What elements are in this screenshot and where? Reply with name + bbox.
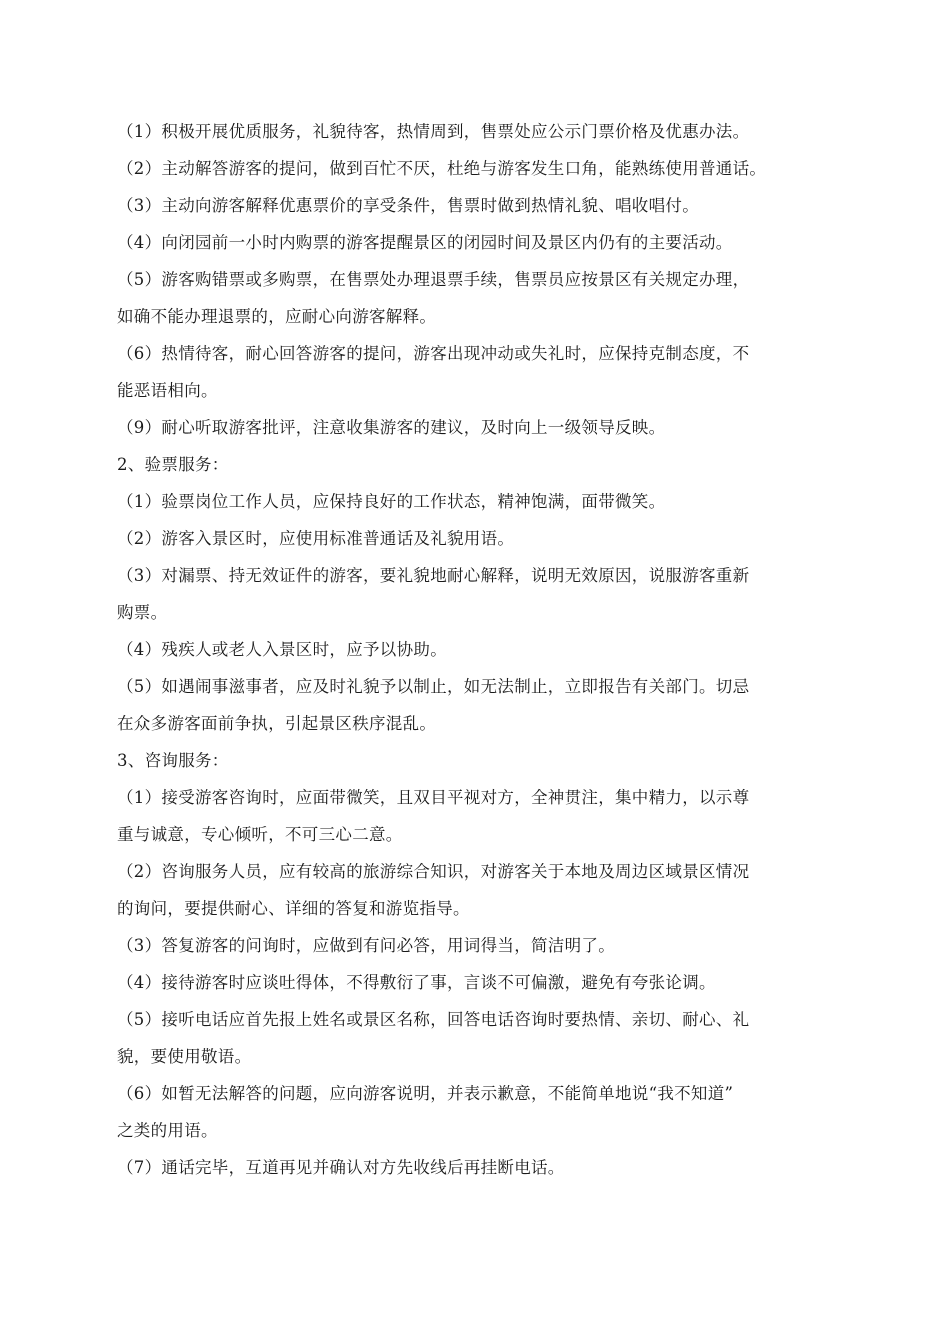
text-line: （5）接听电话应首先报上姓名或景区名称，回答电话咨询时要热情、亲切、耐心、礼	[117, 1010, 750, 1029]
text-line: （6）热情待客，耐心回答游客的提问，游客出现冲动或失礼时，应保持克制态度，不	[117, 344, 750, 363]
text-line: （3）对漏票、持无效证件的游客，要礼貌地耐心解释，说明无效原因，说服游客重新	[117, 566, 750, 585]
text-line: 之类的用语。	[117, 1121, 218, 1140]
text-line: （1）接受游客咨询时，应面带微笑，且双目平视对方，全神贯注，集中精力，以示尊	[117, 788, 750, 807]
text-line: 貌，要使用敬语。	[117, 1047, 252, 1066]
text-line: （7）通话完毕，互道再见并确认对方先收线后再挂断电话。	[117, 1158, 565, 1177]
section-heading: 2、验票服务：	[117, 455, 229, 474]
text-line: 的询问，要提供耐心、详细的答复和游览指导。	[117, 899, 470, 918]
text-line: （5）游客购错票或多购票，在售票处办理退票手续，售票员应按景区有关规定办理，	[117, 270, 750, 289]
text-line: （6）如暂无法解答的问题，应向游客说明，并表示歉意，不能简单地说“我不知道”	[117, 1084, 734, 1103]
text-line: （4）残疾人或老人入景区时，应予以协助。	[117, 640, 447, 659]
text-line: （9）耐心听取游客批评，注意收集游客的建议，及时向上一级领导反映。	[117, 418, 666, 437]
text-line: （2）咨询服务人员，应有较高的旅游综合知识，对游客关于本地及周边区域景区情况	[117, 862, 750, 881]
text-line: （1）积极开展优质服务，礼貌待客，热情周到，售票处应公示门票价格及优惠办法。	[117, 122, 750, 141]
text-line: （4）向闭园前一小时内购票的游客提醒景区的闭园时间及景区内仍有的主要活动。	[117, 233, 733, 252]
text-line: 如确不能办理退票的，应耐心向游客解释。	[117, 307, 437, 326]
text-line: （2）游客入景区时，应使用标准普通话及礼貌用语。	[117, 529, 515, 548]
text-line: （4）接待游客时应谈吐得体，不得敷衍了事，言谈不可偏激，避免有夸张论调。	[117, 973, 716, 992]
text-line: 购票。	[117, 603, 168, 622]
text-line: 重与诚意，专心倾听，不可三心二意。	[117, 825, 403, 844]
section-heading: 3、咨询服务：	[117, 751, 229, 770]
text-line: （5）如遇闹事滋事者，应及时礼貌予以制止，如无法制止，立即报告有关部门。切忌	[117, 677, 750, 696]
text-line: （1）验票岗位工作人员，应保持良好的工作状态，精神饱满，面带微笑。	[117, 492, 666, 511]
document-body	[117, 113, 839, 1186]
text-line: （3）答复游客的问询时，应做到有问必答，用词得当，简洁明了。	[117, 936, 615, 955]
text-line: （2）主动解答游客的提问，做到百忙不厌，杜绝与游客发生口角，能熟练使用普通话。	[117, 159, 767, 178]
text-line: （3）主动向游客解释优惠票价的享受条件，售票时做到热情礼貌、唱收唱付。	[117, 196, 699, 215]
text-line: 能恶语相向。	[117, 381, 218, 400]
text-line: 在众多游客面前争执，引起景区秩序混乱。	[117, 714, 437, 733]
